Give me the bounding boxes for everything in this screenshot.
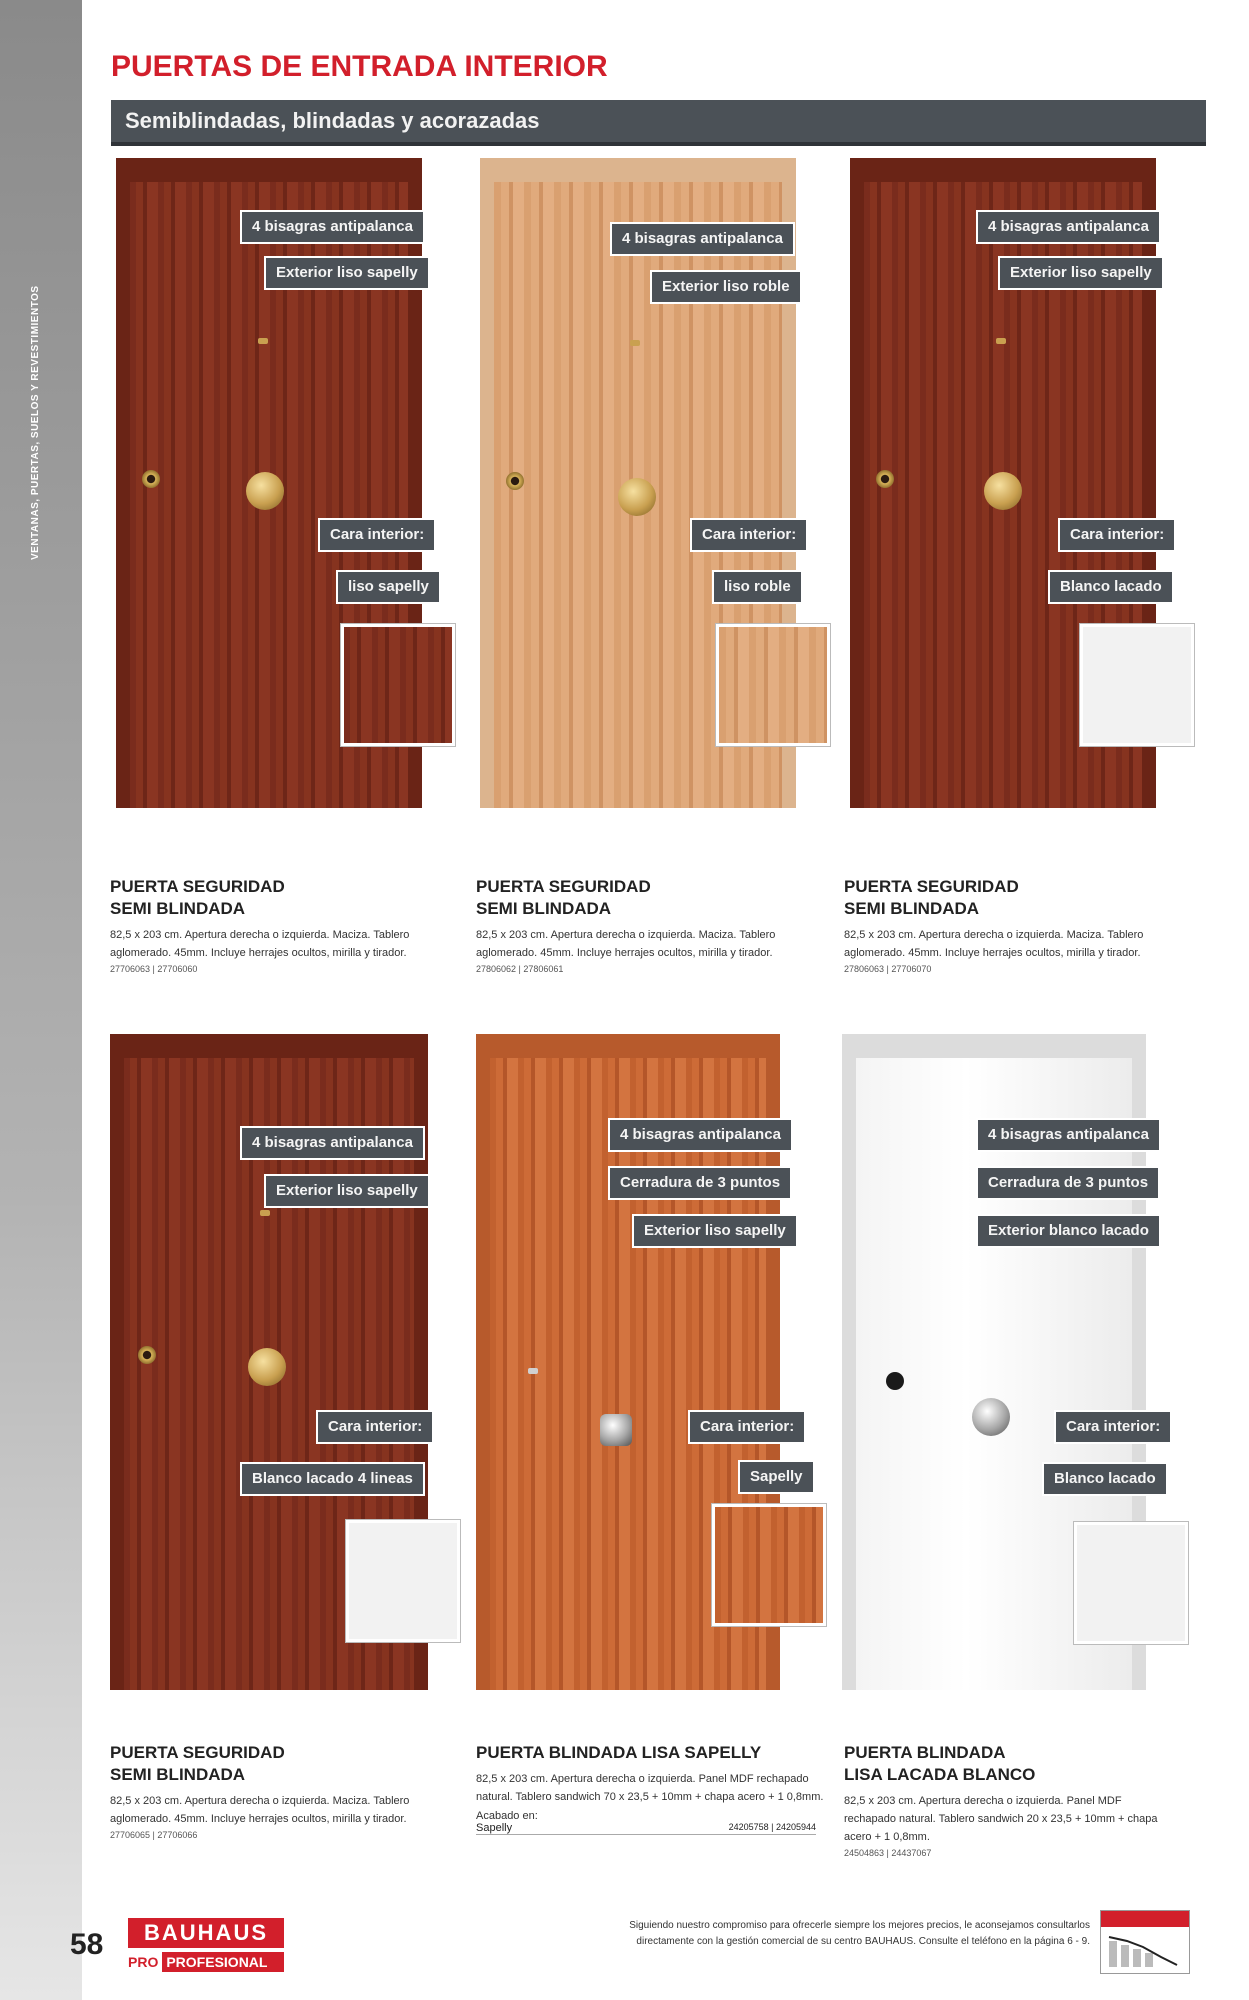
interior-tag: liso sapelly: [338, 572, 439, 602]
logo-subline: [128, 1952, 284, 1972]
feature-tag: Exterior blanco lacado: [978, 1216, 1159, 1246]
feature-tag: 4 bisagras antipalanca: [978, 212, 1159, 242]
product-name: PUERTA SEGURIDAD SEMI BLINDADA: [476, 877, 651, 918]
product-description: 82,5 x 203 cm. Apertura derecha o izquierda. Maciza. Tablero aglomerado. 45mm. Incluye herrajes ocultos, mirilla y tirador.: [110, 1795, 410, 1825]
bauhaus-logo: [128, 1918, 284, 1972]
product-reference: 24504863 | 24437067: [844, 1848, 932, 1858]
keyhole-icon: [528, 1368, 538, 1374]
feature-tag: 4 bisagras antipalanca: [242, 1128, 423, 1158]
price-trend-icon: [1107, 1931, 1183, 1969]
interior-tag: Blanco lacado 4 lineas: [242, 1464, 423, 1494]
product-info-1: [110, 876, 440, 974]
door-knob-icon: [248, 1348, 286, 1386]
interior-swatch: [1074, 1522, 1188, 1644]
product-info-4: [110, 1742, 440, 1840]
logo-sub-right: PROFESIONAL: [162, 1952, 284, 1972]
feature-tag: 4 bisagras antipalanca: [242, 212, 423, 242]
peephole-icon: [142, 470, 160, 488]
product-description: 82,5 x 203 cm. Apertura derecha o izquierda. Maciza. Tablero aglomerado. 45mm. Incluye herrajes ocultos, mirilla y tirador.: [476, 929, 776, 959]
product-name: PUERTA SEGURIDAD SEMI BLINDADA: [110, 877, 285, 918]
interior-swatch: [716, 624, 830, 746]
interior-swatch: [1080, 624, 1194, 746]
page-title: PUERTAS DE ENTRADA INTERIOR: [111, 50, 608, 83]
section-bar: [111, 100, 1206, 146]
interior-tag: liso roble: [714, 572, 801, 602]
feature-tag: Exterior liso sapelly: [1000, 258, 1162, 288]
interior-tag: Cara interior:: [692, 520, 806, 550]
product-name: PUERTA SEGURIDAD SEMI BLINDADA: [844, 877, 1019, 918]
feature-tag: 4 bisagras antipalanca: [978, 1120, 1159, 1150]
product-name: PUERTA BLINDADA LISA LACADA BLANCO: [844, 1743, 1036, 1784]
feature-tag: Exterior liso sapelly: [634, 1216, 796, 1246]
interior-tag: Blanco lacado: [1050, 572, 1172, 602]
keyhole-icon: [260, 1210, 270, 1216]
product-reference: 27806062 | 27806061: [476, 964, 564, 974]
logo-sub-left: PRO: [128, 1954, 159, 1970]
feature-tag: 4 bisagras antipalanca: [610, 1120, 791, 1150]
product-reference: 24205758 | 24205944: [728, 1822, 816, 1832]
interior-tag: Cara interior:: [1056, 1412, 1170, 1442]
page-number: 58: [70, 1928, 104, 1961]
footer-note: Siguiendo nuestro compromiso para ofrecerle siempre los mejores precios, le aconsejamos consultarlos directamente con la gestión comercial de su centro BAUHAUS. Consulte el teléfono en la página 6 - 9.: [629, 1920, 1090, 1947]
section-bar-label: Semiblindadas, blindadas y acorazadas: [125, 108, 540, 133]
product-name: PUERTA BLINDADA LISA SAPELLY: [476, 1743, 762, 1762]
product-reference: 27706063 | 27706060: [110, 964, 198, 974]
interior-tag: Cara interior:: [690, 1412, 804, 1442]
product-description: 82,5 x 203 cm. Apertura derecha o izquierda. Maciza. Tablero aglomerado. 45mm. Incluye herrajes ocultos, mirilla y tirador.: [844, 929, 1144, 959]
interior-tag: Cara interior:: [320, 520, 434, 550]
feature-tag: Cerradura de 3 puntos: [610, 1168, 790, 1198]
interior-tag: Cara interior:: [1060, 520, 1174, 550]
peephole-icon: [876, 470, 894, 488]
product-description: 82,5 x 203 cm. Apertura derecha o izquierda. Panel MDF rechapado natural. Tablero sandwich 20 x 23,5 + 10mm + chapa acero + 1 0,8mm.: [844, 1795, 1158, 1843]
interior-swatch: [346, 1520, 460, 1642]
product-name: PUERTA SEGURIDAD SEMI BLINDADA: [110, 1743, 285, 1784]
door-knob-icon: [600, 1414, 632, 1446]
keyhole-icon: [630, 340, 640, 346]
peephole-icon: [886, 1372, 904, 1390]
interior-tag: Cara interior:: [318, 1412, 432, 1442]
keyhole-icon: [996, 338, 1006, 344]
product-reference: 27706065 | 27706066: [110, 1830, 198, 1840]
door-knob-icon: [246, 472, 284, 510]
keyhole-icon: [258, 338, 268, 344]
interior-tag: Blanco lacado: [1044, 1464, 1166, 1494]
product-info-5: [476, 1742, 826, 1835]
finish-name: Sapelly: [476, 1822, 513, 1834]
door-knob-icon: [984, 472, 1022, 510]
sidebar-category-text: VENTANAS, PUERTAS, SUELOS Y REVESTIMIENTOS: [30, 285, 41, 560]
interior-swatch: [341, 624, 455, 746]
product-reference: 27806063 | 27706070: [844, 964, 932, 974]
price-chart-icon: [1100, 1910, 1190, 1974]
product-info-3: [844, 876, 1174, 974]
feature-tag: Exterior liso sapelly: [266, 1176, 428, 1206]
peephole-icon: [138, 1346, 156, 1364]
badge-header: [1101, 1911, 1189, 1927]
door-knob-icon: [972, 1398, 1010, 1436]
interior-swatch: [712, 1504, 826, 1626]
interior-tag: Sapelly: [740, 1462, 813, 1492]
logo-wordmark: BAUHAUS: [128, 1918, 284, 1948]
sidebar-strip: [0, 0, 82, 2000]
product-description: 82,5 x 203 cm. Apertura derecha o izquierda. Panel MDF rechapado natural. Tablero sandwich 70 x 23,5 + 10mm + chapa acero + 1 0,8mm.: [476, 1773, 824, 1803]
peephole-icon: [506, 472, 524, 490]
product-description: 82,5 x 203 cm. Apertura derecha o izquierda. Maciza. Tablero aglomerado. 45mm. Incluye herrajes ocultos, mirilla y tirador.: [110, 929, 410, 959]
finish-label: Acabado en:: [476, 1810, 538, 1822]
product-info-2: [476, 876, 806, 974]
feature-tag: Cerradura de 3 puntos: [978, 1168, 1158, 1198]
feature-tag: 4 bisagras antipalanca: [612, 224, 793, 254]
feature-tag: Exterior liso sapelly: [266, 258, 428, 288]
product-info-6: [844, 1742, 1174, 1858]
door-knob-icon: [618, 478, 656, 516]
finish-row: [476, 1822, 816, 1835]
feature-tag: Exterior liso roble: [652, 272, 800, 302]
